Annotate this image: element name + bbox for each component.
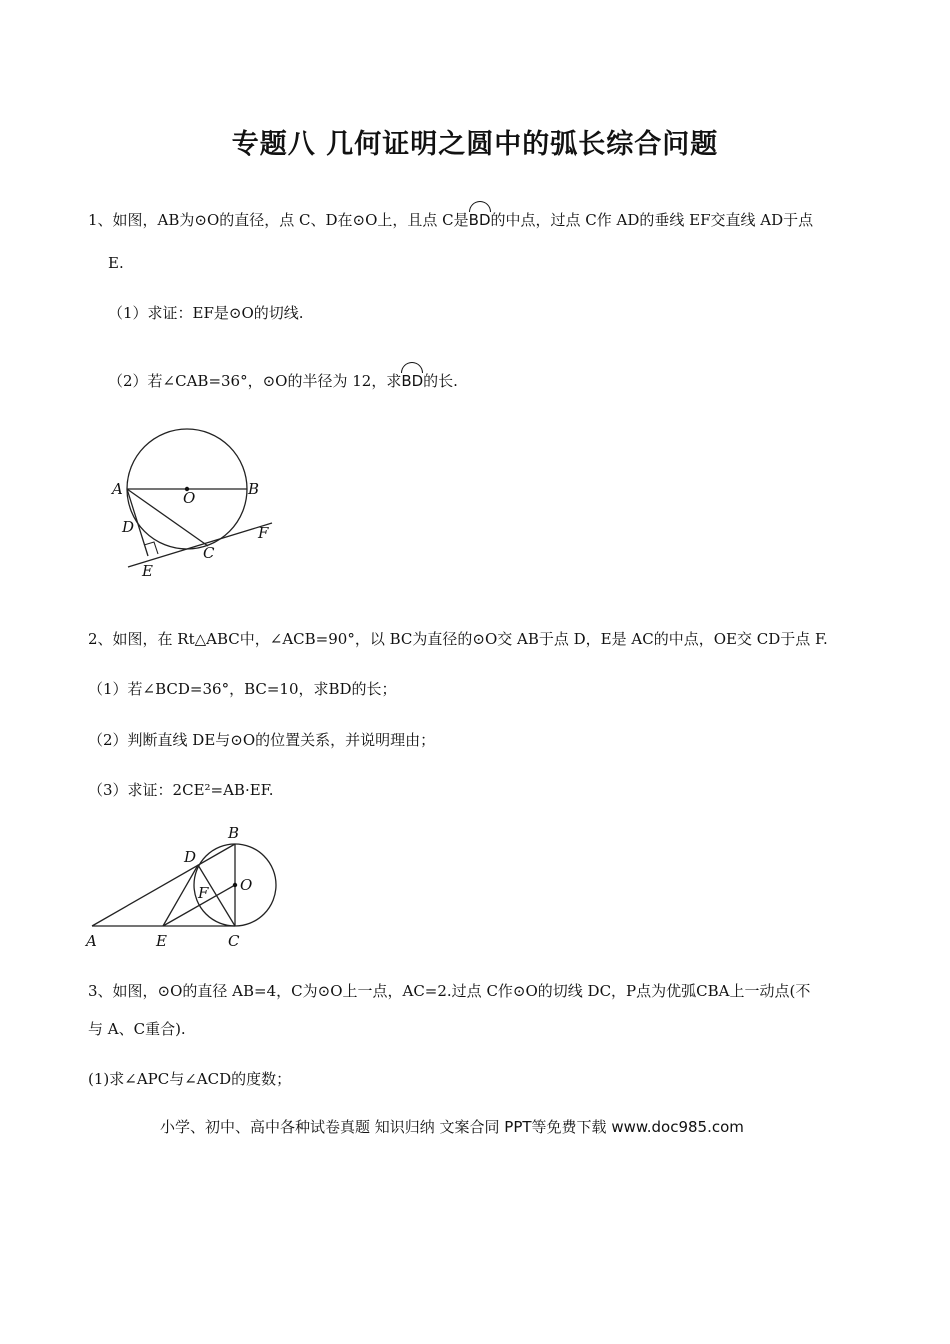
q1-label-o: O <box>183 489 196 507</box>
q3-stem: 3、如图，⊙O的直径 AB=4，C为⊙O上一点，AC=2.过点 C作⊙O的切线 DC，P点为优弧CBA上一动点(不 <box>88 982 811 1000</box>
q3-sub1: (1)求∠APC与∠ACD的度数； <box>88 1070 292 1088</box>
q2-label-o: O <box>240 876 253 894</box>
q1-arc-bd: BD <box>469 201 491 231</box>
q2-label-e: E <box>156 932 167 950</box>
q2-figure <box>80 820 290 955</box>
q1-sub2 <box>108 362 458 392</box>
q2-label-c: C <box>228 932 240 950</box>
q1-text-b: 的中点，过点 C作 AD的垂线 EF交直线 AD于点 <box>490 211 814 229</box>
q1-label-a: A <box>112 480 123 498</box>
q1-label-b: B <box>248 480 260 498</box>
q2-label-f: F <box>198 884 209 902</box>
q2-sub3: （3）求证：2CE²=AB·EF. <box>88 781 274 799</box>
q1-figure <box>100 420 290 590</box>
q1-text-a: 1、如图，AB为⊙O的直径，点 C、D在⊙O上，且点 C是 <box>88 211 469 229</box>
q1-segment-ac <box>127 489 208 546</box>
q1-stem-cont: E. <box>108 254 124 272</box>
page-title: 专题八 几何证明之圆中的弧长综合问题 <box>231 129 719 160</box>
q2-center-dot <box>233 883 237 887</box>
q1-stem <box>88 201 813 231</box>
q1-tangent-ef <box>128 523 272 567</box>
q1-sub2-b: 的长. <box>423 372 458 390</box>
q3-stem-cont: 与 A、C重合). <box>88 1020 186 1038</box>
q1-sub2-arc-bd: BD <box>401 362 423 392</box>
q2-sub2: （2）判断直线 DE与⊙O的位置关系，并说明理由； <box>88 731 436 749</box>
q1-sub1: （1）求证：EF是⊙O的切线. <box>108 304 304 322</box>
q2-stem: 2、如图，在 Rt△ABC中，∠ACB=90°，以 BC为直径的⊙O交 AB于点 D，E是 AC的中点，OE交 CD于点 F. <box>88 630 828 648</box>
q2-label-b: B <box>228 824 240 842</box>
q1-label-e: E <box>142 562 153 580</box>
q1-sub2-a: （2）若∠CAB=36°，⊙O的半径为 12，求 <box>108 372 402 390</box>
page-footer: 小学、初中、高中各种试卷真题 知识归纳 文案合同 PPT等免费下载 www.doc985.com <box>160 1118 744 1136</box>
q2-sub1: （1）若∠BCD=36°，BC=10，求BD的长； <box>88 680 397 698</box>
q2-segment-ab <box>92 844 235 926</box>
q2-label-a: A <box>86 932 97 950</box>
q1-label-d: D <box>122 518 135 536</box>
q1-label-c: C <box>203 544 215 562</box>
q1-label-f: F <box>258 524 269 542</box>
q2-label-d: D <box>184 848 197 866</box>
q2-segment-de <box>163 865 198 926</box>
